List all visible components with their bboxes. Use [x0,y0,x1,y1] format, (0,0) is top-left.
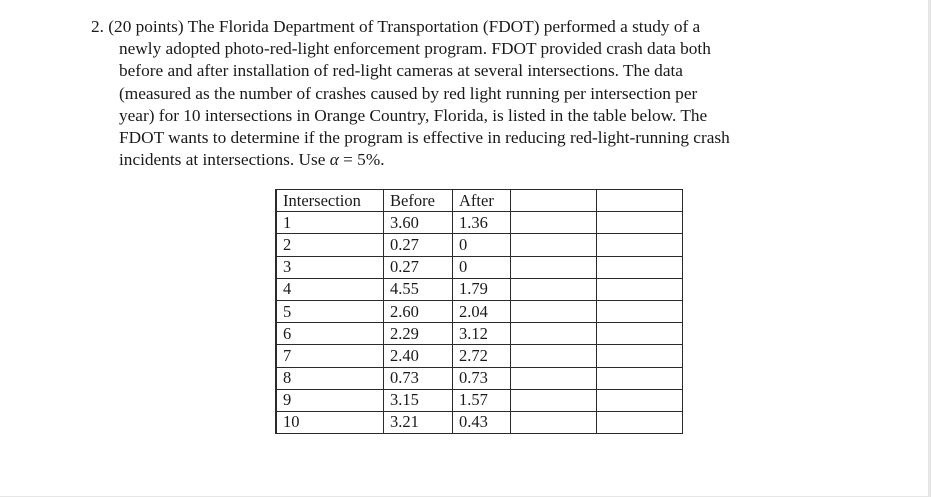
table-cell: 0.43 [453,411,511,433]
alpha-symbol: α [329,150,339,170]
table-row [276,389,683,411]
table-cell: 1.36 [453,212,511,234]
table-cell [597,389,683,411]
table-cell: 2.29 [384,323,453,345]
table-cell: 3.60 [384,212,453,234]
table-cell: 3.15 [384,389,453,411]
problem-line-3 [119,60,824,82]
problem-text-line: newly adopted photo-red-light enforcement program. FDOT provided crash data both [119,39,711,59]
problem-number: 2. [91,17,104,36]
table-cell: 7 [276,345,384,367]
table-cell: 1.57 [453,389,511,411]
header-cell [597,190,683,212]
table-cell [597,212,683,234]
table-cell: 9 [276,389,384,411]
header-cell: After [453,190,511,212]
problem-text-line: before and after installation of red-light cameras at several intersections. The data [119,61,683,81]
table-row [276,278,683,300]
table-header-row [276,190,683,212]
problem-line-6 [119,127,824,149]
table-row [276,367,683,389]
problem-line-2 [119,38,824,60]
table-cell [597,323,683,345]
table-cell: 0 [453,234,511,256]
table-cell [597,300,683,322]
table-cell [511,323,597,345]
table-cell [511,367,597,389]
table-cell: 4 [276,278,384,300]
alpha-value: = 5%. [343,150,385,170]
table-cell [511,300,597,322]
problem-text-line: year) for 10 intersections in Orange Country, Florida, is listed in the table below. The [119,105,708,125]
table-cell [511,234,597,256]
problem-text-line: (20 points) The Florida Department of Transportation (FDOT) performed a study of a [108,17,701,36]
table-cell [597,367,683,389]
table-cell: 1.79 [453,278,511,300]
table-cell: 2 [276,234,384,256]
table-row [276,212,683,234]
table-cell [511,345,597,367]
table-cell [597,345,683,367]
table-cell [511,389,597,411]
table-cell: 0.27 [384,256,453,278]
table-cell: 8 [276,367,384,389]
table-cell [511,256,597,278]
table-row [276,323,683,345]
table-cell: 2.04 [453,300,511,322]
header-cell: Before [384,190,453,212]
table-cell [511,411,597,433]
problem-line-4 [119,83,824,105]
table-cell [597,234,683,256]
table-cell: 2.60 [384,300,453,322]
table-cell [597,256,683,278]
problem-statement [91,16,824,171]
table-cell: 0.73 [384,367,453,389]
table-cell: 3 [276,256,384,278]
table-cell: 3.12 [453,323,511,345]
table-row [276,345,683,367]
table-row [276,300,683,322]
problem-text-line: incidents at intersections. Use [119,150,326,170]
table-cell: 1 [276,212,384,234]
table-cell: 4.55 [384,278,453,300]
header-cell: Intersection [276,190,384,212]
header-cell [511,190,597,212]
table-cell: 10 [276,411,384,433]
table-cell [597,411,683,433]
table-cell [511,212,597,234]
problem-line-1 [91,16,824,38]
table-cell [597,278,683,300]
problem-line-5 [119,105,824,127]
table-cell: 2.72 [453,345,511,367]
table-cell: 2.40 [384,345,453,367]
problem-text-line: FDOT wants to determine if the program is effective in reducing red-light-running crash [119,128,730,148]
problem-line-7 [119,149,824,171]
table-cell [511,278,597,300]
table-cell: 6 [276,323,384,345]
crash-data-table [275,189,683,434]
problem-text-line: (measured as the number of crashes caused by red light running per intersection per [119,83,698,103]
table-row [276,234,683,256]
table-cell: 3.21 [384,411,453,433]
table-row [276,256,683,278]
table-cell: 0.27 [384,234,453,256]
table-cell: 0.73 [453,367,511,389]
table-cell: 0 [453,256,511,278]
table-cell: 5 [276,300,384,322]
table-row [276,411,683,433]
